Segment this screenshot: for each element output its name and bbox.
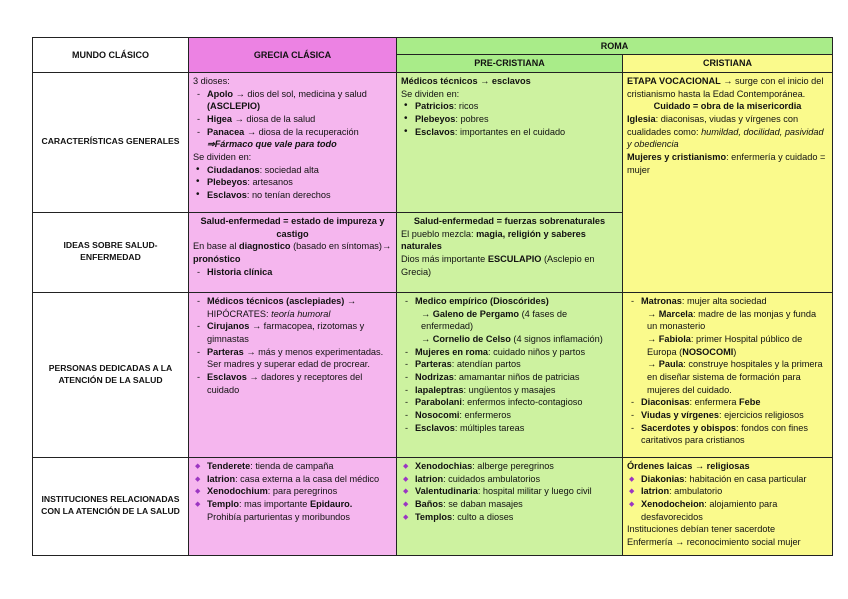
cristiana-instituciones: Órdenes laicas → religiosas ◆ Diakonias: habitación en casa particular ◆ Iatrion: ambulatorio ◆ Xenodocheion: alojamiento para desfavorecidos Instituciones debían tener sacerdote Enfermería → reconocimiento social mujer [623,457,833,555]
grecia-caracteristicas [189,72,397,212]
list-item: - Nosocomi: enfermeros [401,409,618,422]
list-item: - Esclavos: múltiples tareas [401,422,618,435]
list-item: - Parabolani: enfermos infecto-contagioso [401,396,618,409]
intro-text: 3 dioses: [193,75,230,86]
list-item: - Nodrizas: amamantar niños de patricias [401,371,618,384]
list-item: ◆ Tenderete: tienda de campaña [193,460,392,473]
list-item: ◆ Iatrion: cuidados ambulatorios [401,473,618,486]
list-item: • Plebeyos: artesanos [193,176,392,189]
header-grecia: GRECIA CLÁSICA [189,38,397,73]
list-item: - Iapaleptras: ungüentos y masajes [401,384,618,397]
comparison-table [32,37,833,556]
row-personas: PERSONAS DEDICADAS A LA ATENCIÓN DE LA SALUD [33,292,189,457]
grecia-personas [189,292,397,457]
list-item: - Médicos técnicos (asclepiades) → HIPÓCRATES: teoría humoral [193,295,392,320]
list-item: • Ciudadanos: sociedad alta [193,164,392,177]
list-item: ◆ Templo: mas importante Epidauro. Prohibía parturientas y moribundos [193,498,392,523]
list-item: - Parteras → más y menos experimentadas. Ser madres y superar edad de procrear. [193,346,392,371]
list-item: • Patricios: ricos [401,100,618,113]
header-mundo: MUNDO CLÁSICO [33,38,189,73]
row-instituciones: INSTITUCIONES RELACIONADAS CON LA ATENCIÓN DE LA SALUD [33,457,189,555]
grecia-instituciones [189,457,397,555]
inst-text: Enfermería → reconocimiento social mujer [627,536,801,547]
ideas-text: Salud-enfermedad = estado de impureza y castigo [200,215,385,239]
list-item: - Parteras: atendían partos [401,358,618,371]
list-item: ◆ Xenodochium: para peregrinos [193,485,392,498]
list-item: ◆ Valentudinaria: hospital militar y luego civil [401,485,618,498]
list-item: ◆ Baños: se daban masajes [401,498,618,511]
list-item: - Mujeres en roma: cuidado niños y partos [401,346,618,359]
list-item: - Diaconisas: enfermera Febe [627,396,828,409]
list-item: ◆ Xenodochias: alberge peregrinos [401,460,618,473]
list-item: - Medico empírico (Dioscórides) [401,295,618,308]
header-cristiana: CRISTIANA [623,55,833,72]
row-ideas: IDEAS SOBRE SALUD-ENFERMEDAD [33,212,189,292]
cristiana-caracteristicas: ETAPA VOCACIONAL → surge con el inicio del cristianismo hasta la Edad Contemporánea. Cuidado = obra de la misericordia Iglesia: diaconisas, viudas y vírgenes con cualidades como: humildad, docilidad, pasividad y obediencia Mujeres y cristianismo: enfermería y cuidado = mujer [623,72,833,292]
list-item: ◆ Iatrion: casa externa a la casa del médico [193,473,392,486]
list-item: • Esclavos: importantes en el cuidado [401,126,618,139]
cristiana-personas: - Matronas: mujer alta sociedad → Marcela: madre de las monjas y funda un monasterio → Fabiola: primer Hospital público de Europa (NOSOCOMI) → Paula: construye hospitales y la primera en diseñar sistema de formación para mujeres del cuidado. - Diaconisas: enfermera Febe - Viudas y vírgenes: ejercicios religiosos - Sacerdotes y obispos: fondos con fines caritativos para cristianos [623,292,833,457]
list-item: - Apolo → dios del sol, medicina y salud (ASCLEPIO) [193,88,392,113]
header-pre: PRE-CRISTIANA [397,55,623,72]
ideas-text: Salud-enfermedad = fuerzas sobrenaturales [413,215,606,226]
list-item: - Panacea → diosa de la recuperación ⇒Fármaco que vale para todo [193,126,392,151]
list-item: - Matronas: mujer alta sociedad [627,295,828,308]
divide-text: Se dividen en: [193,151,252,162]
list-item: - Cirujanos → farmacopea, rizotomas y gimnastas [193,320,392,345]
list-item: - Sacerdotes y obispos: fondos con fines caritativos para cristianos [627,422,828,447]
inst-text: Instituciones debían tener sacerdote [627,524,776,535]
header-roma: ROMA [397,38,833,55]
list-item: - Higea → diosa de la salud [193,113,392,126]
list-item: - Esclavos → dadores y receptores del cuidado [193,371,392,396]
list-item: • Esclavos: no tenían derechos [193,189,392,202]
list-item: • Plebeyos: pobres [401,113,618,126]
grecia-ideas: Salud-enfermedad = estado de impureza y castigo En base al diagnostico (basado en síntomas)→ pronóstico - Historia clínica [189,212,397,292]
list-item: - Historia clínica [193,266,392,279]
pre-ideas: Salud-enfermedad = fuerzas sobrenaturales El pueblo mezcla: magia, religión y saberes naturales Dios más importante ESCULAPIO (Asclepio en Grecia) [397,212,623,292]
list-item: ◆ Templos: culto a dioses [401,511,618,524]
list-item: ◆ Xenodocheion: alojamiento para desfavorecidos [627,498,828,523]
list-item: ◆ Iatrion: ambulatorio [627,485,828,498]
pre-caracteristicas: Médicos técnicos → esclavos Se dividen en: • Patricios: ricos • Plebeyos: pobres • Esclavos: importantes en el cuidado [397,72,623,212]
pre-instituciones [397,457,623,555]
row-caracteristicas: CARACTERÍSTICAS GENERALES [33,72,189,212]
divide-text: Se dividen en: [401,88,460,99]
pre-personas: - Medico empírico (Dioscórides) → Galeno de Pergamo (4 fases de enfermedad) → Cornelio de Celso (4 signos inflamación) - Mujeres en roma: cuidado niños y partos - Parteras: atendían partos - Nodrizas: amamantar niños de patricias - Iapaleptras: ungüentos y masajes - Parabolani: enfermos infecto-contagioso - Nosocomi: enfermeros - Esclavos: múltiples tareas [397,292,623,457]
list-item: - Viudas y vírgenes: ejercicios religiosos [627,409,828,422]
cuidado-text: Cuidado = obra de la misericordia [653,101,802,112]
list-item: ◆ Diakonias: habitación en casa particular [627,473,828,486]
